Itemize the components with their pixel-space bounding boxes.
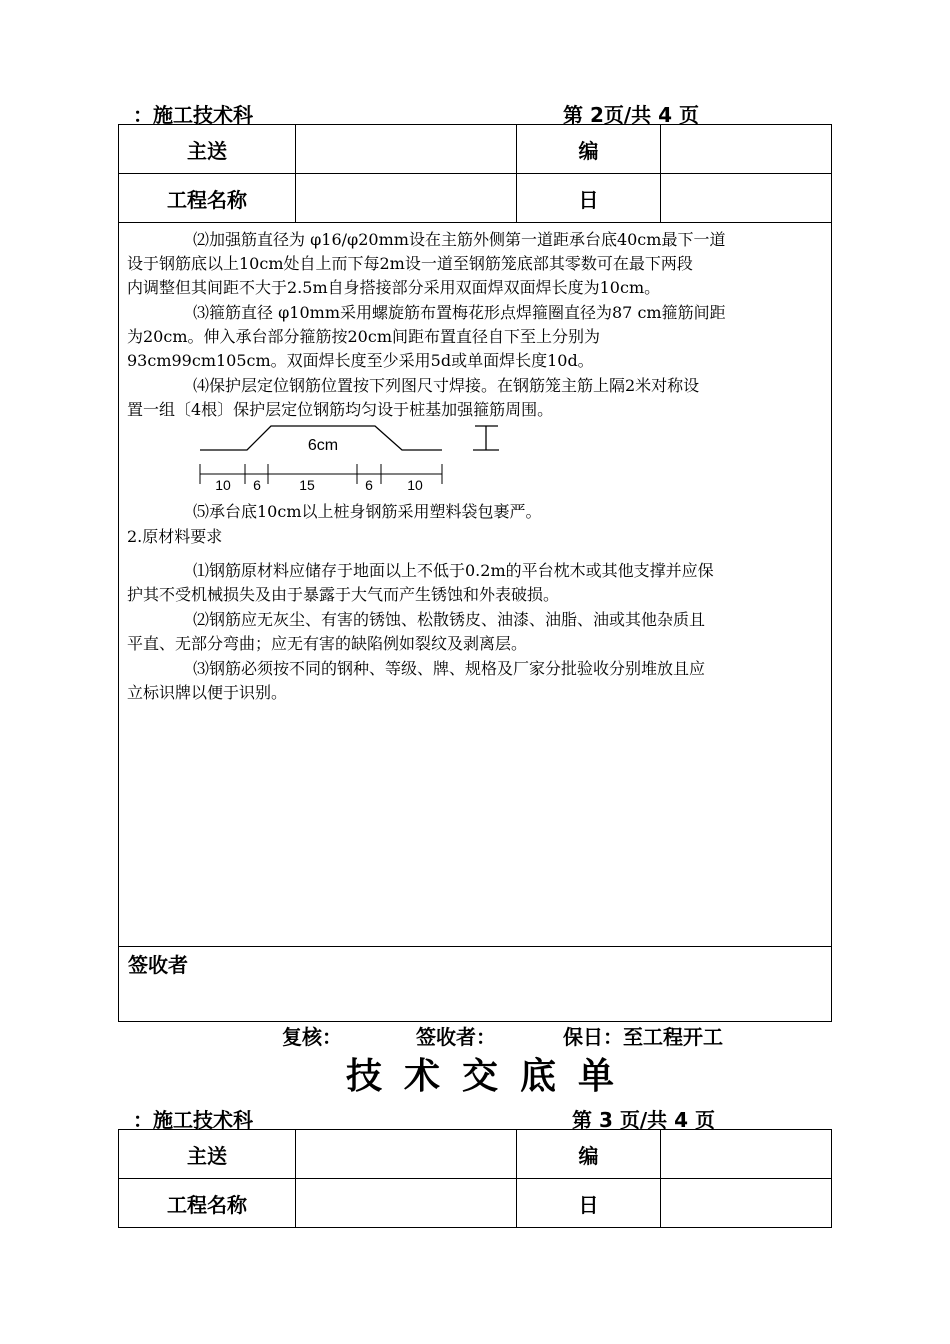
height-label: 6cm	[307, 437, 339, 454]
label-number: 编	[517, 1130, 661, 1179]
signer-label: 签收者	[128, 953, 188, 977]
department-label: ：施工技术科	[133, 103, 253, 127]
section-2-heading: 2.原材料要求	[127, 527, 223, 546]
project-name-value	[296, 1179, 517, 1228]
department-label: ：施工技术科	[133, 1108, 253, 1132]
number-value	[661, 125, 832, 174]
material-3-line1: ⑶钢筋必须按不同的钢种、等级、牌、规格及厂家分批验收分别堆放且应	[193, 659, 706, 678]
dim-label: 15	[299, 477, 315, 493]
para-3-line2: 为20cm。伸入承台部分箍筋按20cm间距布置直径自下至上分别为	[127, 327, 600, 346]
para-4-line2: 置一组〔4根〕保护层定位钢筋均匀设于桩基加强箍筋周围。	[127, 400, 554, 419]
para-4-line1: ⑷保护层定位钢筋位置按下列图尺寸焊接。在钢筋笼主筋上隔2米对称设	[193, 376, 700, 395]
project-name-value	[296, 174, 517, 223]
signer-footer-label: 签收者：	[416, 1025, 496, 1049]
recipient-value	[296, 125, 517, 174]
page-number: 第 3 页/共 4 页	[572, 1108, 715, 1132]
para-3-line1: ⑶箍筋直径 φ10mm采用螺旋筋布置梅花形点焊箍圈直径为87 cm箍筋间距	[193, 303, 726, 322]
date-value	[661, 174, 832, 223]
para-2-line3: 内调整但其间距不大于2.5m自身搭接部分采用双面焊双面焊长度为10cm。	[127, 278, 661, 297]
review-label: 复核：	[282, 1025, 342, 1049]
retention-label: 保日：至工程开工	[563, 1025, 723, 1049]
document-title: 技术交底单	[346, 1056, 637, 1097]
recipient-value	[296, 1130, 517, 1179]
date-value	[661, 1179, 832, 1228]
signer-box	[118, 946, 832, 1022]
material-3-line2: 立标识牌以便于识别。	[127, 683, 288, 702]
label-date: 日	[517, 174, 661, 223]
dim-label: 6	[365, 477, 373, 493]
para-2-line2: 设于钢筋底以上10cm处自上而下每2m设一道至钢筋笼底部其零数可在最下两段	[127, 254, 693, 273]
para-2-line1: ⑵加强筋直径为 φ16/φ20mm设在主筋外侧第一道距承台底40cm最下一道	[193, 230, 726, 249]
material-2-line1: ⑵钢筋应无灰尘、有害的锈蚀、松散锈皮、油漆、油脂、油或其他杂质且	[193, 610, 706, 629]
material-1-line1: ⑴钢筋原材料应储存于地面以上不低于0.2m的平台枕木或其他支撑并应保	[193, 561, 714, 580]
para-5: ⑸承台底10cm以上桩身钢筋采用塑料袋包裹严。	[193, 502, 542, 521]
label-project-name: 工程名称	[119, 174, 296, 223]
material-2-line2: 平直、无部分弯曲；应无有害的缺陷例如裂纹及剥离层。	[127, 634, 528, 653]
label-number: 编	[517, 125, 661, 174]
header-table	[118, 1129, 832, 1228]
para-3-line3: 93cm99cm105cm。双面焊长度至少采用5d或单面焊长度10d。	[127, 351, 594, 370]
label-recipient: 主送	[119, 125, 296, 174]
dim-label: 10	[407, 477, 423, 493]
header-table	[118, 124, 832, 223]
label-recipient: 主送	[119, 1130, 296, 1179]
page-number: 第 2页/共 4 页	[563, 103, 700, 127]
material-1-line2: 护其不受机械损失及由于暴露于大气而产生锈蚀和外表破损。	[127, 585, 560, 604]
spacer-bar-diagram	[195, 420, 515, 500]
dim-label: 10	[215, 477, 231, 493]
label-project-name: 工程名称	[119, 1179, 296, 1228]
label-date: 日	[517, 1179, 661, 1228]
number-value	[661, 1130, 832, 1179]
dim-label: 6	[253, 477, 261, 493]
